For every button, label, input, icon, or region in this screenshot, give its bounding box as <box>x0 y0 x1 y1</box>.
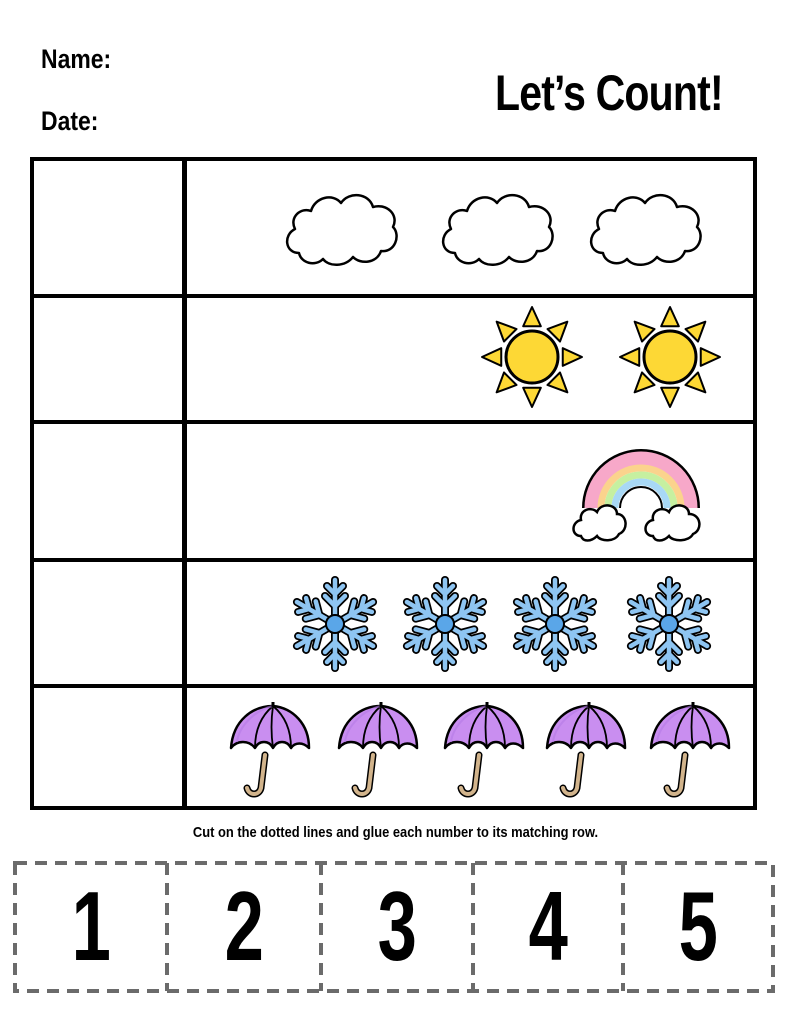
cloud-icon <box>585 183 705 273</box>
cut-instructions: Cut on the dotted lines and glue each number to its matching row. <box>192 824 599 841</box>
name-label: Name: <box>41 44 112 74</box>
cloud-icon <box>281 183 401 273</box>
snowflake-icon <box>287 574 383 674</box>
page-title: Let’s Count! <box>495 65 723 121</box>
snowflake-icon <box>621 574 717 674</box>
umbrella-icon <box>541 700 631 800</box>
number-card-2[interactable]: 2 <box>224 870 264 981</box>
sun-icon <box>615 302 725 412</box>
number-card-5[interactable]: 5 <box>678 870 718 981</box>
snowflake-icon <box>397 574 493 674</box>
counting-row-umbrellas <box>187 688 753 810</box>
counting-table <box>30 157 757 810</box>
cloud-icon <box>437 183 557 273</box>
number-card-4[interactable]: 4 <box>528 870 568 981</box>
counting-row-suns <box>187 298 753 420</box>
number-cards <box>13 861 775 995</box>
umbrella-icon <box>225 700 315 800</box>
date-label: Date: <box>41 106 99 136</box>
umbrella-icon <box>645 700 735 800</box>
counting-row-rainbow <box>187 424 753 558</box>
counting-row-snowflakes <box>187 562 753 684</box>
sun-icon <box>477 302 587 412</box>
number-card-3[interactable]: 3 <box>377 870 417 981</box>
umbrella-icon <box>333 700 423 800</box>
counting-row-clouds <box>187 161 753 294</box>
snowflake-icon <box>507 574 603 674</box>
number-card-1[interactable]: 1 <box>71 870 111 981</box>
umbrella-icon <box>439 700 529 800</box>
rainbow-icon <box>571 438 711 548</box>
